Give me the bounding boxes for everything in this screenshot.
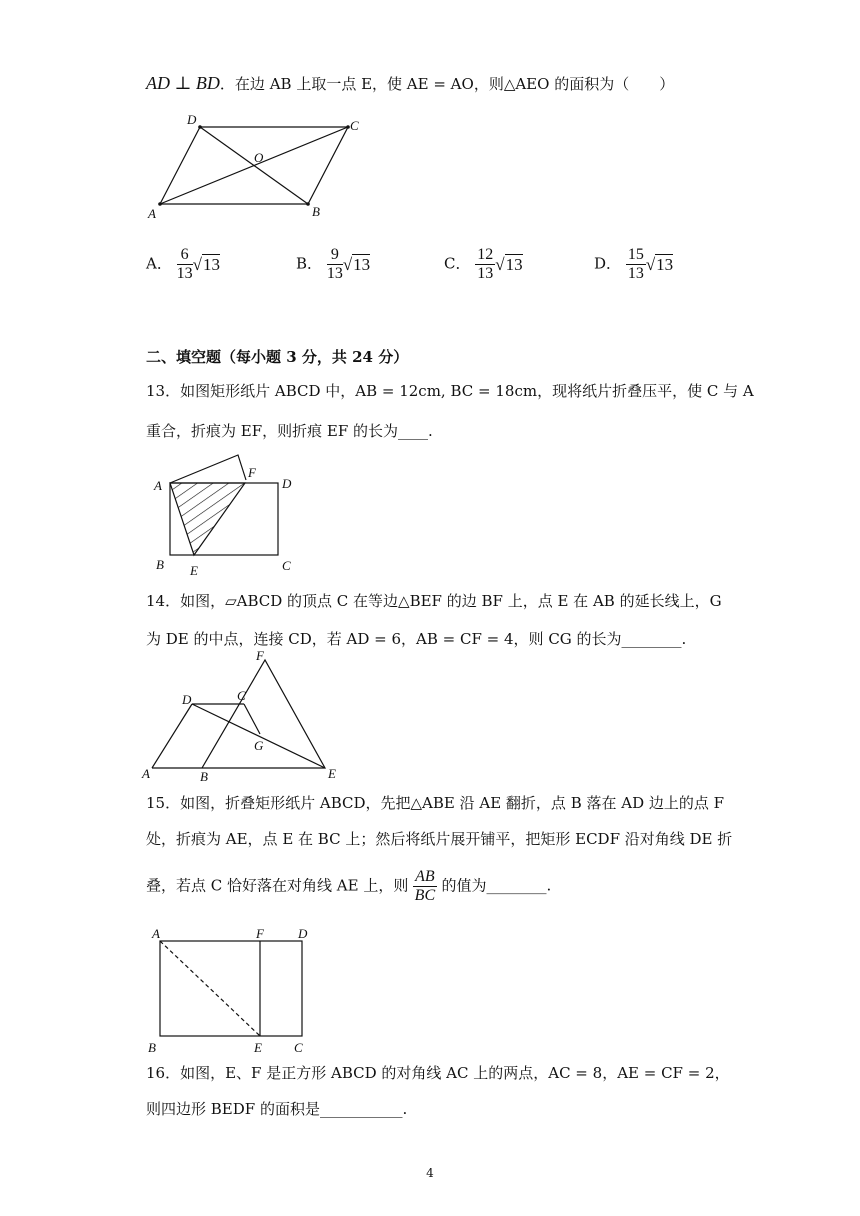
q16-line-2: 则四边形 BEDF 的面积是___________. (146, 1100, 408, 1118)
q15-label-f: F (256, 926, 264, 941)
q14-label-c: C (237, 688, 246, 703)
q15-fraction (413, 868, 437, 905)
q13-label-d: D (282, 476, 292, 491)
q12-stem-tail: ．在边 AB 上取一点 E，使 AE = AO，则△AEO 的面积为（ ） (219, 75, 675, 93)
radicand: 13 (353, 254, 371, 274)
q12-parallelogram-figure (140, 112, 380, 224)
q14-triangle-figure (140, 648, 350, 782)
sqrt: √13 (342, 254, 371, 274)
q15-label-b: B (148, 1040, 156, 1055)
sqrt: √13 (495, 254, 523, 274)
fraction-denominator: 13 (326, 265, 343, 282)
q12-label-o: O (254, 150, 264, 165)
sqrt: √13 (192, 254, 220, 274)
q14-line-2: 为 DE 的中点，连接 CD，若 AD = 6，AB = CF = 4，则 CG 的长为________. (146, 630, 687, 648)
q12-option-b[interactable] (296, 246, 370, 283)
fraction-denominator: 13 (176, 265, 193, 282)
q12-label-d: D (187, 112, 197, 127)
q15-rectangle-figure (140, 922, 320, 1058)
fraction-numerator: 6 (177, 246, 193, 265)
q12-stem-line (146, 72, 674, 95)
option-fraction (626, 246, 646, 283)
q14-label-e: E (328, 766, 336, 781)
q15-line-1: 15．如图，折叠矩形纸片 ABCD，先把△ABE 沿 AE 翻折，点 B 落在 AD 边上的点 F (146, 794, 725, 812)
q14-label-b: B (200, 769, 208, 782)
fraction-denominator: 13 (627, 265, 644, 282)
q14-line-1: 14．如图，▱ABCD 的顶点 C 在等边△BEF 的边 BF 上，点 E 在 AB 的延长线上，G (146, 592, 722, 610)
fraction-numerator: 9 (327, 246, 343, 265)
q15-line-2: 处，折痕为 AE，点 E 在 BC 上；然后将纸片展开铺平，把矩形 ECDF 沿对角线 DE 折 (146, 830, 733, 848)
radicand: 13 (505, 254, 523, 274)
q15-line-3-post: 的值为________. (441, 876, 552, 895)
radicand: 13 (202, 254, 220, 274)
option-fraction (327, 246, 343, 283)
option-letter: B． (296, 254, 323, 273)
q15-label-e: E (254, 1040, 262, 1055)
q13-label-a: A (154, 478, 162, 493)
q12-option-d[interactable] (594, 246, 673, 283)
q13-label-e: E (190, 563, 198, 578)
q14-label-f: F (256, 648, 264, 663)
q13-label-f: F (248, 465, 256, 480)
q14-label-d: D (182, 692, 192, 707)
fraction-denominator: 13 (477, 265, 494, 282)
q14-label-a: A (142, 766, 150, 781)
option-letter: C． (444, 254, 471, 273)
page-number: 4 (426, 1166, 434, 1180)
option-letter: D． (594, 254, 622, 273)
q12-label-c: C (350, 118, 359, 133)
fraction-denominator: BC (414, 887, 436, 904)
option-letter: A． (146, 254, 172, 273)
q13-label-b: B (156, 557, 164, 572)
option-fraction (475, 246, 495, 283)
q15-label-d: D (298, 926, 308, 941)
fraction-numerator: AB (415, 868, 435, 885)
q12-label-b: B (312, 204, 320, 219)
q13-label-c: C (282, 558, 291, 573)
q15-line-3-pre: 叠，若点 C 恰好落在对角线 AE 上，则 (146, 876, 409, 895)
q15-label-a: A (152, 926, 160, 941)
option-fraction (177, 246, 193, 283)
sqrt: √13 (645, 254, 674, 274)
q15-line-3 (146, 868, 551, 905)
q13-line-1: 13．如图矩形纸片 ABCD 中，AB = 12cm, BC = 18cm，现将纸片折叠压平，使 C 与 A (146, 382, 754, 400)
q12-label-a: A (148, 206, 156, 221)
q12-condition: AD ⊥ BD (146, 73, 220, 93)
q13-line-2: 重合，折痕为 EF，则折痕 EF 的长为____. (146, 422, 433, 440)
q15-label-c: C (294, 1040, 303, 1055)
q14-label-g: G (254, 738, 264, 753)
radicand: 13 (656, 254, 674, 274)
q13-fold-figure (150, 450, 310, 580)
fraction-numerator: 12 (477, 246, 494, 263)
q12-option-a[interactable] (146, 246, 220, 283)
q16-line-1: 16．如图，E、F 是正方形 ABCD 的对角线 AC 上的两点，AC = 8，AE = CF = 2， (146, 1064, 730, 1082)
section-heading: 二、填空题（每小题 3 分，共 24 分） (146, 348, 409, 366)
q12-option-c[interactable] (444, 246, 523, 283)
fraction-numerator: 15 (627, 246, 644, 263)
